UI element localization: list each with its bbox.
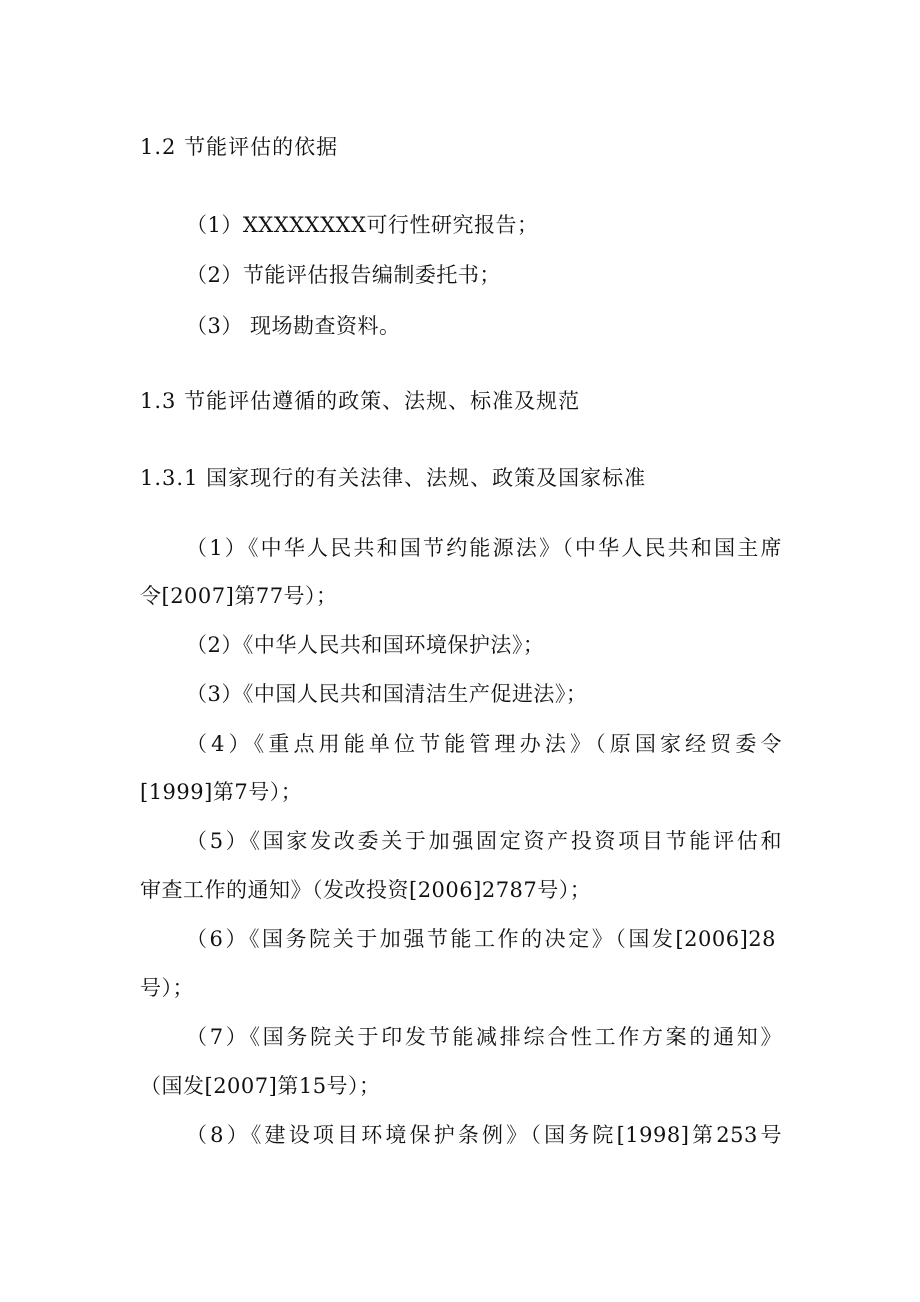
law-item-8-line-1: （8）《建设项目环境保护条例》（国务院[1998]第253号 (186, 1123, 782, 1147)
basis-item-2: （2）节能评估报告编制委托书； (186, 263, 501, 287)
section-heading-1-3: 1.3 节能评估遵循的政策、法规、标准及规范 (140, 389, 581, 413)
law-item-6-line-2: 号）； (140, 976, 194, 1000)
law-item-2: （2）《中华人民共和国环境保护法》； (186, 633, 545, 657)
section-heading-1-3-1: 1.3.1 国家现行的有关法律、法规、政策及国家标准 (140, 466, 647, 490)
law-item-4-line-2: [1999]第7号）； (140, 780, 303, 804)
law-item-7-line-2: （国发[2007]第15号）； (140, 1074, 381, 1098)
basis-item-1: （1）XXXXXXXX可行性研究报告； (186, 213, 539, 237)
law-item-7-line-1: （7）《国务院关于印发节能减排综合性工作方案的通知》 (186, 1025, 782, 1049)
law-item-4-line-1: （4）《重点用能单位节能管理办法》（原国家经贸委令 (186, 732, 782, 756)
law-item-5-line-2: 审查工作的通知》（发改投资[2006]2787号）； (140, 878, 592, 902)
law-item-5-line-1: （5）《国家发改委关于加强固定资产投资项目节能评估和 (186, 829, 782, 853)
section-heading-1-2: 1.2 节能评估的依据 (140, 135, 339, 159)
law-item-3: （3）《中国人民共和国清洁生产促进法》； (186, 682, 588, 706)
basis-item-3: （3） 现场勘查资料。 (186, 314, 401, 338)
law-item-1-line-1: （1）《中华人民共和国节约能源法》（中华人民共和国主席 (186, 536, 782, 560)
law-item-6-line-1: （6）《国务院关于加强节能工作的决定》（国发[2006]28 (186, 927, 776, 951)
law-item-1-line-2: 令[2007]第77号）； (140, 584, 338, 608)
